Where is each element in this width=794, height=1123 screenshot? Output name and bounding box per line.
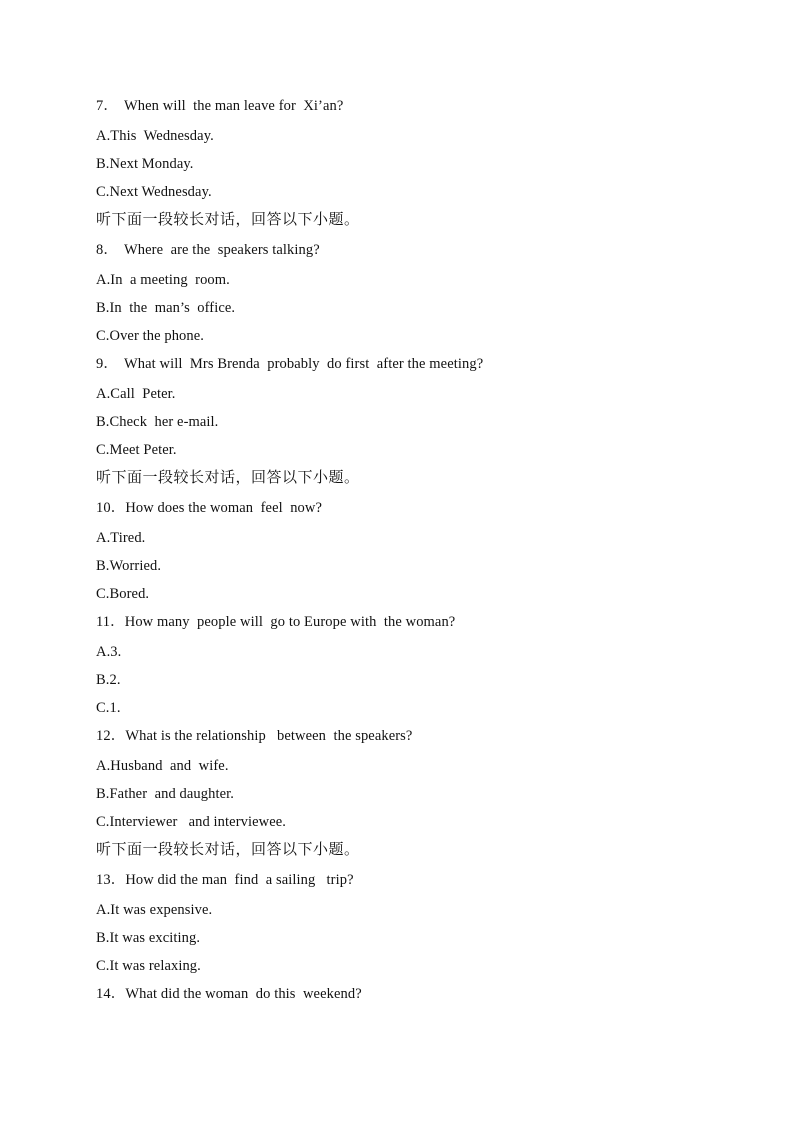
question-number: 14． — [96, 986, 126, 1002]
question-number: 8． — [96, 242, 118, 258]
question-text: When will the man leave for Xi’an? — [124, 98, 344, 114]
question-line — [96, 866, 716, 896]
answer-option: B.It was exciting. — [96, 930, 201, 946]
question-text: How did the man find a sailing trip? — [125, 872, 354, 888]
section-instruction: 听下面一段较长对话，回答以下小题。 — [96, 210, 360, 228]
question-line — [96, 494, 716, 524]
question-number: 13． — [96, 872, 126, 888]
question-number: 10． — [96, 500, 126, 516]
answer-option: A.It was expensive. — [96, 902, 213, 918]
question-line — [96, 236, 716, 266]
answer-option: C.Interviewer and interviewee. — [96, 814, 287, 830]
question-text: Where are the speakers talking? — [124, 242, 320, 258]
answer-option: A.3. — [96, 644, 122, 660]
section-instruction: 听下面一段较长对话，回答以下小题。 — [96, 468, 360, 486]
question-number: 11． — [96, 614, 125, 630]
answer-option: B.In the man’s office. — [96, 300, 236, 316]
question-line — [96, 980, 716, 1010]
answer-option: C.Over the phone. — [96, 328, 205, 344]
answer-option: B.Next Monday. — [96, 156, 194, 172]
question-text: What did the woman do this weekend? — [125, 986, 362, 1002]
question-line — [96, 722, 716, 752]
question-line — [96, 92, 716, 122]
question-number: 12． — [96, 728, 126, 744]
question-list — [96, 92, 716, 1010]
question-text: How many people will go to Europe with the woman? — [124, 614, 456, 630]
answer-option: B.Father and daughter. — [96, 786, 235, 802]
question-text: How does the woman feel now? — [125, 500, 322, 516]
answer-option: A.Husband and wife. — [96, 758, 229, 774]
answer-option: B.Worried. — [96, 558, 162, 574]
answer-option: C.Bored. — [96, 586, 150, 602]
section-instruction: 听下面一段较长对话，回答以下小题。 — [96, 840, 360, 858]
question-line — [96, 350, 716, 380]
question-line — [96, 608, 716, 638]
answer-option: A.Tired. — [96, 530, 146, 546]
answer-option: A.In a meeting room. — [96, 272, 230, 288]
answer-option: A.This Wednesday. — [96, 128, 214, 144]
answer-option: B.2. — [96, 672, 121, 688]
answer-option: A.Call Peter. — [96, 386, 176, 402]
question-text: What will Mrs Brenda probably do first after the meeting? — [124, 356, 484, 372]
question-text: What is the relationship between the speakers? — [125, 728, 413, 744]
question-number: 9． — [96, 356, 118, 372]
answer-option: C.Next Wednesday. — [96, 184, 212, 200]
answer-option: C.Meet Peter. — [96, 442, 177, 458]
answer-option: C.It was relaxing. — [96, 958, 201, 974]
answer-option: B.Check her e-mail. — [96, 414, 219, 430]
question-number: 7． — [96, 98, 118, 114]
answer-option: C.1. — [96, 700, 121, 716]
